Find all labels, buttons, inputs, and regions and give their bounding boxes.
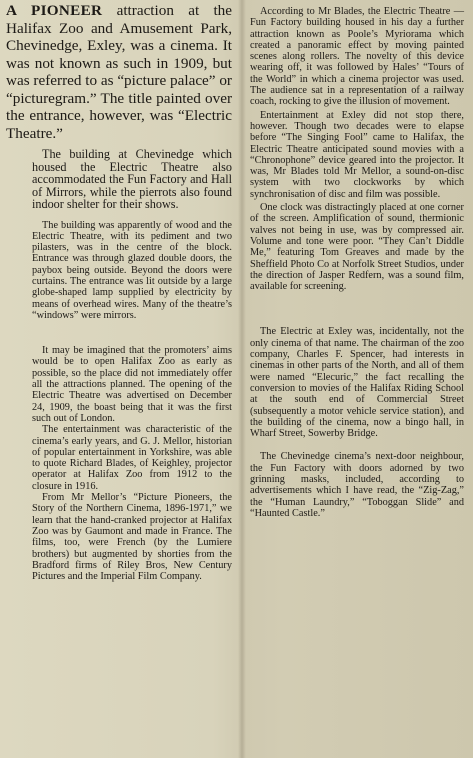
paragraph-sound: Entertainment at Exley did not stop there, however. Though two decades were to elapse before “The Singing Fool” came to Halifax, the Electric Theatre anticipated sound movies with a “Chronophone” device geared into the projector. It was, Mr Blades told Mr Mellor, a sound-on-disc system with two clockworks by which synchronisation of disc and film was possible.	[250, 109, 464, 200]
lead-small-caps: A PIONEER	[6, 2, 103, 19]
paragraph-building: The building at Chevinedge which housed the Electric Theatre also accommodated the Fun Factory and Hall of Mirrors, while the pierrots also found indoor shelter for their shows.	[32, 147, 232, 211]
paragraph-electric-name: The Electric at Exley was, incidentally, not the only cinema of that name. The chairman of the zoo company, Charles F. Spencer, had interests in cinemas in other parts of the North, and all of them were named “Elecuric,” the fact recalling the conversion to movies of the Halifax Riding School at the south end of Commercial Street (subsequently a motor vehicle service station), and the building of the cinema, now a bingo hall, in Wharf Street, Sowerby Bridge.	[250, 326, 464, 440]
right-column	[250, 0, 464, 519]
paragraph-myriorama: According to Mr Blades, the Electric Theatre — Fun Factory building housed in his day a further attraction known as Poole’s Myriorama which created a panoramic effect by moving painted scenes along rollers. The novelty of this device wearing off, it was followed by Hales’ “Tours of the World” in which a cinema projector was used. The audience sat in a representation of a railway coach, rocking to give the illusion of movement.	[250, 6, 464, 108]
paragraph-description: The building was apparently of wood and the Electric Theatre, with its pediment and two pilasters, was in the centre of the block. Entrance was through glazed double doors, the paybox being outside. Beyond the doors were curtains. The entrance was lit outside by a large globe-shaped lamp supplied by electricity by means of overhead wires. Many of the theatre’s “windows” were mirrors.	[32, 219, 232, 321]
paragraph-opening: It may be imagined that the promoters’ aims would be to open Halifax Zoo as early as possible, so the place did not immediately offer all the attractions planned. The opening of the Electric Theatre was advertised on December 24, 1909, the boast being that it was the first such out of London.	[32, 345, 232, 424]
lead-paragraph	[6, 0, 232, 142]
paragraph-clock: One clock was distractingly placed at one corner of the screen. Amplification of sound, thermionic valves not being in use, was by compressed air. Volume and tone were poor. “They Can’t Diddle Me,” featuring Tom Greaves and made by the Sheffield Photo Co at Norfolk Street Studios, under the direction of Jasper Redfern, was a sound film, available for screening.	[250, 202, 464, 293]
paragraph-entertainment: The entertainment was characteristic of the cinema’s early years, and G. J. Mellor, historian of popular entertainment in Yorkshire, was able to quote Richard Blades, of Keighley, projector operator at Halifax Zoo from 1912 to the closure in 1916.	[32, 424, 232, 492]
paragraph-fun-factory: The Chevinedge cinema’s next-door neighbour, the Fun Factory with doors adorned by two grinning masks, included, according to advertisements which I have read, the “Zig-Zag,” the “Human Laundry,” “Toboggan Slide” and “Haunted Castle.”	[250, 451, 464, 519]
lead-text: attraction at the Halifax Zoo and Amusement Park, Chevinedge, Exley, was a cinema. It was not known as such in 1909, but was referred to as “picture palace” or “picturegram.” The title painted over the entrance, however, was “Electric Theatre.”	[6, 2, 232, 142]
left-column	[6, 0, 232, 582]
page-gutter	[238, 0, 246, 758]
paragraph-projector: From Mr Mellor’s “Picture Pioneers, the Story of the Northern Cinema, 1896-1971,” we learn that the hand-cranked projector at Halifax Zoo was by Gaumont and made in France. The films, too, were French (by the Lumiere brothers) but augmented by shorties from the Bradford firms of Riley Bros, New Century Pictures and the Imperial Film Company.	[32, 492, 232, 583]
